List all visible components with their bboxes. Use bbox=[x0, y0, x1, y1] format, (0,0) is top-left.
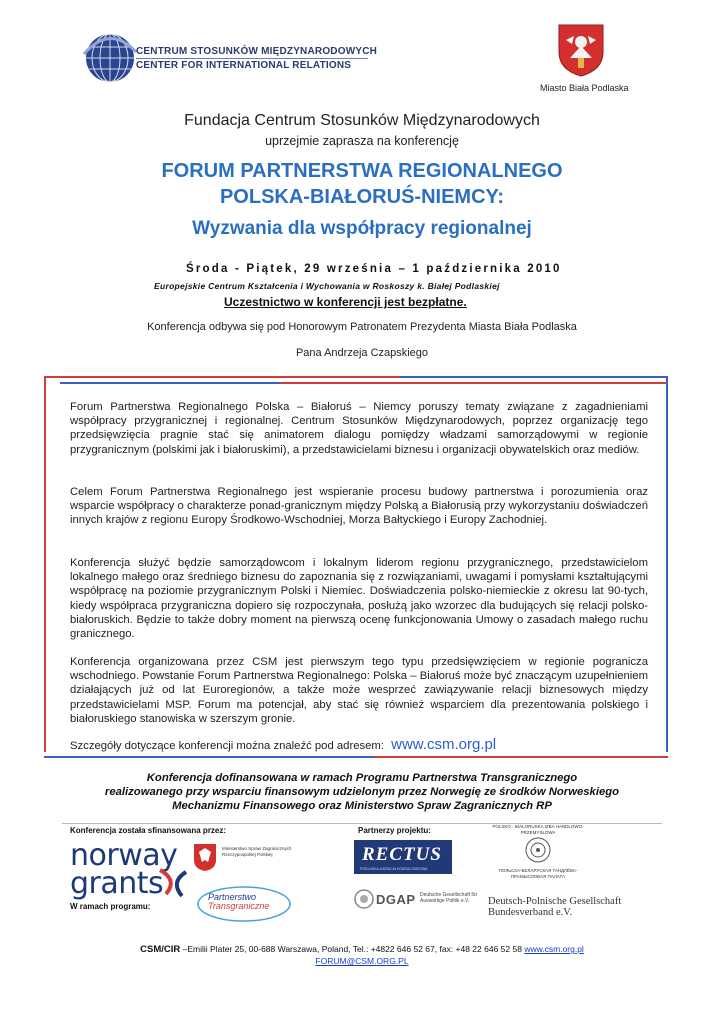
frame-left bbox=[44, 376, 46, 752]
rectus-name: RECTUS bbox=[362, 844, 442, 865]
footer-email-link[interactable]: FORUM@CSM.ORG.PL bbox=[315, 956, 409, 966]
footer-website-link[interactable]: www.csm.org.pl bbox=[524, 944, 584, 954]
frame-top-blue bbox=[400, 376, 668, 378]
funding-line-3: Mechanizmu Finansowego oraz Ministerstwo Spraw Zagranicznych RP bbox=[172, 800, 552, 812]
frame-right bbox=[666, 376, 668, 752]
title-line-1: FORUM PARTNERSTWA REGIONALNEGO bbox=[161, 160, 563, 182]
dgap-sub: Deutsche Gesellschaft für Auswärtige Politik e.V. bbox=[420, 892, 478, 904]
mfa-logo bbox=[192, 842, 292, 872]
pbi-logo bbox=[488, 824, 588, 888]
city-label: Miasto Biała Podlaska bbox=[540, 83, 629, 93]
website-link[interactable]: www.csm.org.pl bbox=[391, 736, 497, 753]
norway-word: norway bbox=[70, 838, 178, 873]
paragraph-2: Celem Forum Partnerstwa Regionalnego jest wspieranie procesu budowy partnerstwa i porozumienia oraz wsparcie współpracy o charakterze ponad-granicznym między Polską a Białorusią przy wykorzystaniu doświadczeń innych krajów z regionu Europy Środkowo-Wschodniej, Morza Bałtyckiego i Europy Zachodniej. bbox=[70, 486, 648, 527]
dpg-line-1: Deutsch-Polnische Gesellschaft bbox=[488, 896, 622, 907]
foundation-name: Fundacja Centrum Stosunków Międzynarodowych bbox=[184, 112, 540, 129]
eagle-icon bbox=[192, 842, 218, 872]
footer-org: CSM/CIR bbox=[140, 944, 181, 955]
financed-by-label: Konferencja została sfinansowana przez: bbox=[70, 826, 227, 835]
chamber-emblem-icon bbox=[524, 836, 552, 864]
csm-logo bbox=[80, 28, 378, 96]
dgap-logo bbox=[354, 886, 484, 916]
mfa-text: Ministerstwo Spraw Zagranicznych Rzeczypospolitej Polskiej bbox=[222, 846, 292, 857]
title-line-2: POLSKA-BIAŁORUŚ-NIEMCY: bbox=[219, 186, 505, 208]
frame-top-blue-2 bbox=[60, 382, 280, 384]
patronage-line-2: Pana Andrzeja Czapskiego bbox=[295, 347, 429, 359]
transgraniczne-word: Transgraniczne bbox=[208, 901, 270, 911]
partnerstwo-word: Partnerstwo bbox=[208, 892, 257, 902]
invites-text: uprzejmie zaprasza na konferencję bbox=[265, 134, 459, 148]
funding-note bbox=[0, 771, 724, 813]
grants-word: grants bbox=[70, 866, 164, 901]
pbi-bottom-text: ПОЛЬСКА-БЕЛАРУСКАЯ ГАНДЛЁВА-ПРАМЫСЛОВАЯ ПАЛАТА bbox=[498, 868, 578, 879]
footer-email bbox=[0, 956, 724, 966]
footer-address bbox=[0, 944, 724, 955]
frame-bottom-blue bbox=[44, 756, 374, 758]
rectus-logo bbox=[354, 840, 452, 874]
rectus-sub: PODLASKA AGENCJA KONSULTINGOWA bbox=[360, 867, 428, 871]
logo-divider bbox=[136, 58, 368, 59]
event-dates: Środa - Piątek, 29 września – 1 października 2010 bbox=[186, 263, 562, 275]
program-label: W ramach programu: bbox=[70, 902, 151, 911]
partners-label: Partnerzy projektu: bbox=[358, 826, 431, 835]
details-line bbox=[70, 736, 496, 753]
funding-line-2: realizowanego przy wsparciu finansowym udzielonym przez Norwegię ze środków Norweskiego bbox=[104, 786, 620, 798]
dgap-mark-icon bbox=[354, 888, 374, 910]
paragraph-3: Konferencja służyć będzie samorządowcom i lokalnym liderom regionu przygranicznego, przedstawicielom lokalnego małego oraz średniego biznesu do zapoznania się z rozwiązaniami, uwagami i pomysłami kształtującymi współpracę na poziomie przygranicznym Polski i Niemiec. Doświadczenia polsko-niemieckie z okresu lat 90-tych, kiedy współpraca przygraniczna dopiero się rozpoczynała, posłużą jako wzorzec dla budujących się relacji polsko-białoruskich. Będzie to także dobry moment na pierwszą ocenę funkcjonowania Umowy o zasadach małego ruchu granicznego. bbox=[70, 557, 648, 641]
footer-address-text: –Emilii Plater 25, 00-688 Warszawa, Poland, Tel.: +4822 646 52 67, fax: +48 22 646 52 58 bbox=[180, 944, 525, 954]
globe-icon bbox=[80, 28, 140, 88]
frame-top-red bbox=[44, 376, 400, 378]
swoosh-icon bbox=[156, 866, 190, 898]
pbi-top-text: POLSKO - BIAŁORUSKA IZBA HANDLOWO-PRZEMYSŁOWA bbox=[492, 824, 584, 835]
patronage-line-1: Konferencja odbywa się pod Honorowym Patronatem Prezydenta Miasta Biała Podlaska bbox=[147, 321, 577, 333]
frame-bottom-red bbox=[374, 756, 668, 758]
norway-grants-logo bbox=[70, 838, 190, 901]
event-venue: Europejskie Centrum Kształcenia i Wychowania w Roskoszy k. Białej Podlaskiej bbox=[154, 281, 500, 291]
dpg-logo bbox=[488, 896, 648, 918]
paragraph-4: Konferencja organizowana przez CSM jest pierwszym tego typu przedsięwzięciem w regionie pogranicza wschodniego. Powstanie Forum Partnerstwa Regionalnego: Polska – Białoruś może być znaczącym uzupełnieniem działających już od lat Euroregionów, a także może wesprzeć zawiązywanie relacji biznesowych między przedstawicielami MSP. Forum ma potencjał, aby stać się również wsparciem dla prezentowania polskiego i białoruskiego stanowiska w szerszym gronie. bbox=[70, 656, 648, 725]
partnerstwo-logo bbox=[196, 884, 292, 924]
details-text: Szczegóły dotyczące konferencji można znaleźć pod adresem: bbox=[70, 740, 384, 752]
org-name-en: CENTER FOR INTERNATIONAL RELATIONS bbox=[136, 60, 352, 71]
paragraph-1: Forum Partnerstwa Regionalnego Polska – Białoruś – Niemcy poruszy tematy związane z zagadnieniami współpracy przygranicznej i regionalnej. Centrum Stosunków Międzynarodowych, poprzez organizację tego przedsięwzięcia pragnie stać się animatorem dialogu pomiędzy władzami samorządowymi w regionie przygranicznym (polskimi jak i białoruskimi), a przedstawicielami biznesu i organizacji obywatelskich oraz mediów. bbox=[70, 401, 648, 456]
funding-line-1: Konferencja dofinansowana w ramach Programu Partnerstwa Transgranicznego bbox=[146, 772, 578, 784]
dpg-line-2: Bundesverband e.V. bbox=[488, 907, 573, 918]
city-crest-icon bbox=[556, 22, 606, 78]
dgap-name: DGAP bbox=[376, 892, 416, 907]
frame-top-red-2 bbox=[280, 382, 668, 384]
free-participation: Uczestnictwo w konferencji jest bezpłatne. bbox=[224, 295, 467, 309]
title-line-3: Wyzwania dla współpracy regionalnej bbox=[192, 218, 532, 239]
org-name-pl: CENTRUM STOSUNKÓW MIĘDZYNARODOWYCH bbox=[136, 46, 378, 57]
